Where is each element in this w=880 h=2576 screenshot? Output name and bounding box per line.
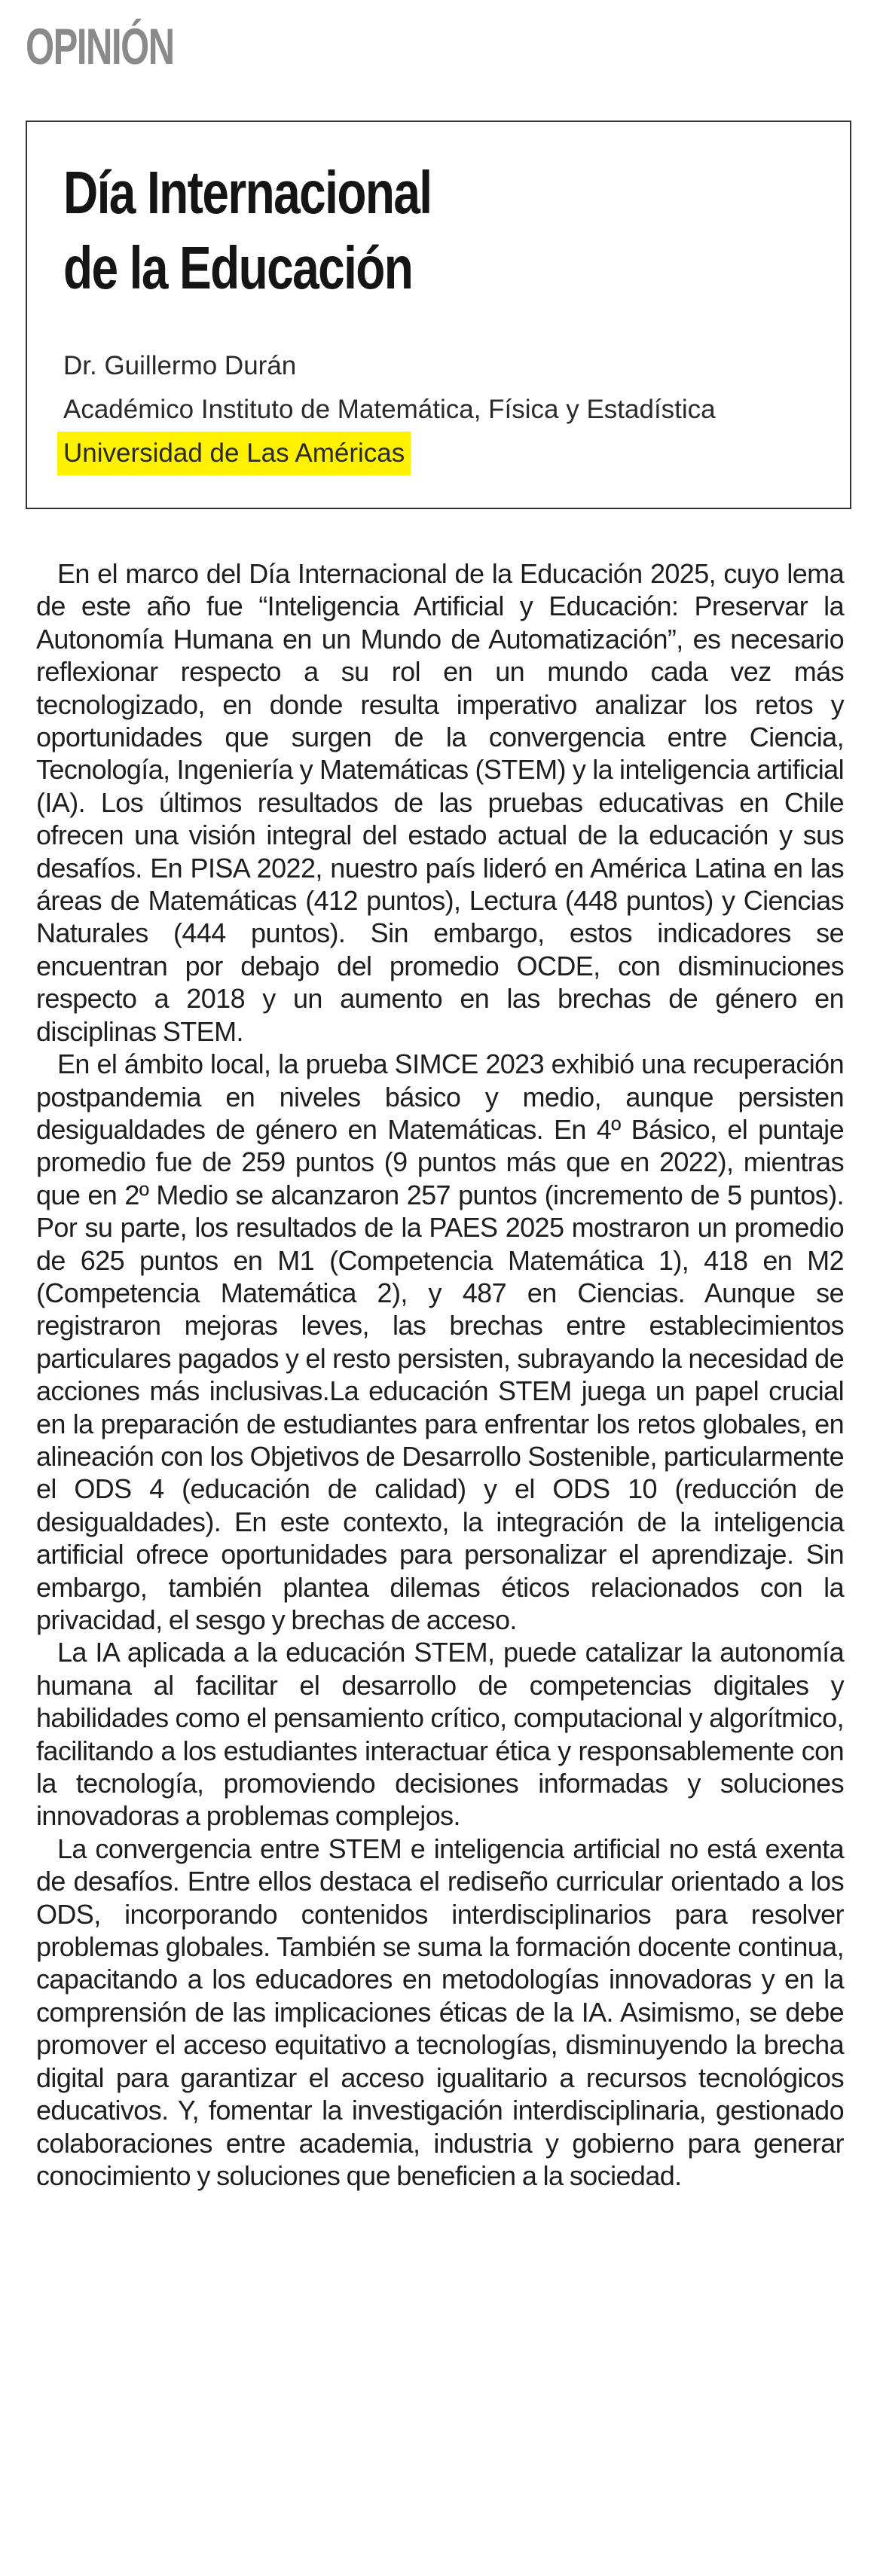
author-byline <box>63 344 716 475</box>
section-label: OPINIÓN <box>26 18 174 75</box>
author-institution: Universidad de Las Américas <box>57 432 411 475</box>
article-title <box>63 155 606 306</box>
article-paragraph-3: La IA aplicada a la educación STEM, puede catalizar la autonomía humana al facilitar el desarrollo de competencias digitales y habilidades como el pensamiento crítico, computacional y algorítmico, facilitando a los estudiantes interactuar ética y responsablemente con la tecnología, promoviendo decisiones informadas y soluciones innovadoras a problemas complejos. <box>36 1637 844 1832</box>
author-institution-row <box>63 432 716 475</box>
article-title-line-1: Día Internacional <box>63 159 432 226</box>
article-title-line-2: de la Educación <box>63 234 413 301</box>
article-paragraph-4: La convergencia entre STEM e inteligencia artificial no está exenta de desafíos. Entre ellos destaca el rediseño curricular orientado a los ODS, incorporando contenidos interdisciplinarios para resolver problemas globales. También se suma la formación docente continua, capacitando a los educadores en metodologías innovadoras y en la comprensión de las implicaciones éticas de la IA. Asimismo, se debe promover el acceso equitativo a tecnologías, disminuyendo la brecha digital para garantizar el acceso igualitario a recursos tecnológicos educativos. Y, fomentar la investigación interdisciplinaria, gestionado colaboraciones entre academia, industria y gobierno para generar conocimiento y soluciones que beneficien a la sociedad. <box>36 1833 844 2191</box>
article-paragraph-1: En el marco del Día Internacional de la Educación 2025, cuyo lema de este año fue “Inteligencia Artificial y Educación: Preservar la Autonomía Humana en un Mundo de Automatización”, es necesario reflexionar respecto a su rol en un mundo cada vez más tecnologizado, en donde resulta imperativo analizar los retos y oportunidades que surgen de la convergencia entre Ciencia, Tecnología, Ingeniería y Matemáticas (STEM) y la inteligencia artificial (IA). Los últimos resultados de las pruebas educativas en Chile ofrecen una visión integral del estado actual de la educación y sus desafíos. En PISA 2022, nuestro país lideró en América Latina en las áreas de Matemáticas (412 puntos), Lectura (448 puntos) y Ciencias Naturales (444 puntos). Sin embargo, estos indicadores se encuentran por debajo del promedio OCDE, con disminuciones respecto a 2018 y un aumento en las brechas de género en disciplinas STEM. <box>36 558 844 1047</box>
author-name: Dr. Guillermo Durán <box>63 351 297 380</box>
article-header-box <box>26 121 851 509</box>
article-paragraph-2: En el ámbito local, la prueba SIMCE 2023 exhibió una recuperación postpandemia en niveles básico y medio, aunque persisten desigualdades de género en Matemáticas. En 4º Básico, el puntaje promedio fue de 259 puntos (9 puntos más que en 2022), mientras que en 2º Medio se alcanzaron 257 puntos (incremento de 5 puntos). Por su parte, los resultados de la PAES 2025 mostraron un promedio de 625 puntos en M1 (Competencia Matemática 1), 418 en M2 (Competencia Matemática 2), y 487 en Ciencias. Aunque se registraron mejoras leves, las brechas entre establecimientos particulares pagados y el resto persisten, subrayando la necesidad de acciones más inclusivas.La educación STEM juega un papel crucial en la preparación de estudiantes para enfrentar los retos globales, en alineación con los Objetivos de Desarrollo Sostenible, particularmente el ODS 4 (educación de calidad) y el ODS 10 (reducción de desigualdades). En este contexto, la integración de la inteligencia artificial ofrece oportunidades para personalizar el aprendizaje. Sin embargo, también plantea dilemas éticos relacionados con la privacidad, el sesgo y brechas de acceso. <box>36 1048 844 1635</box>
author-position: Académico Instituto de Matemática, Física y Estadística <box>63 395 716 424</box>
article-body <box>36 557 844 2192</box>
